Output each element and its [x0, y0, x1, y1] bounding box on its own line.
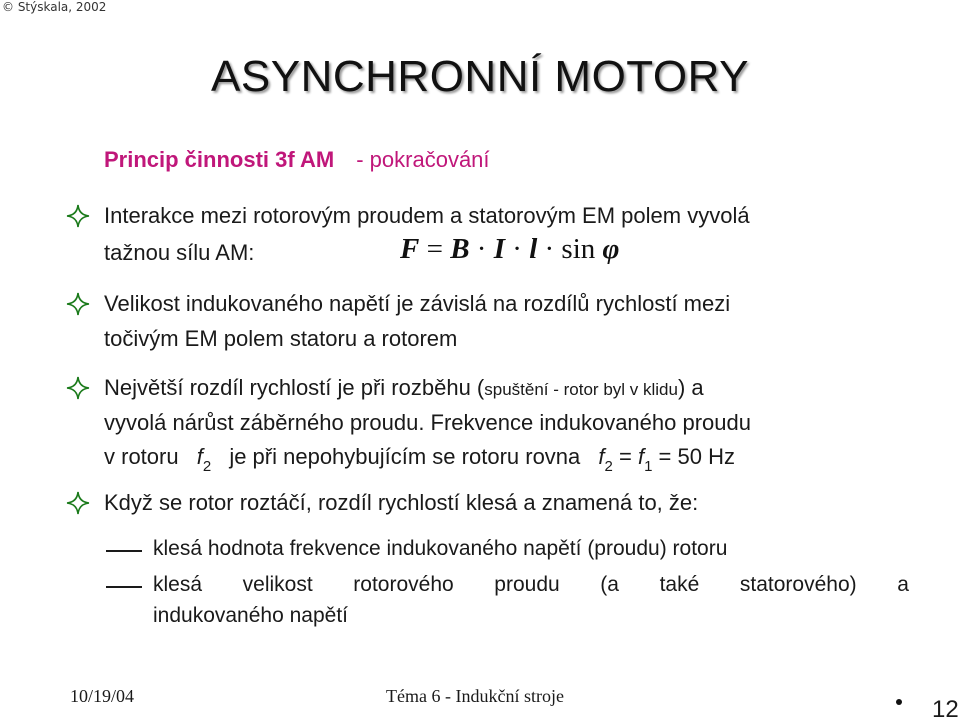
sub-item-2-line-1 [153, 573, 909, 597]
formula-dot-3: · [537, 233, 562, 265]
sub-2-word: proudu [494, 573, 560, 596]
bullet-3-line-1 [104, 375, 704, 401]
four-point-star-icon [66, 376, 90, 400]
formula-I: I [493, 233, 506, 265]
bullet-3-line-3 [104, 444, 735, 475]
bullet-1-line-1: Interakce mezi rotorovým proudem a statorovým EM polem vyvolá [104, 203, 750, 228]
dash-marker [106, 550, 142, 552]
bullet-3-line-2: vyvolá nárůst záběrného proudu. Frekvence indukovaného proudu [104, 410, 751, 435]
formula-dot-2: · [505, 233, 530, 265]
page-number: 12 [932, 696, 959, 723]
formula-l: l [529, 233, 538, 265]
f2-subscript: 2 [202, 458, 212, 475]
footer-topic: Téma 6 - Indukční stroje [386, 686, 564, 706]
sub-2-word: (a [600, 573, 619, 596]
bullet-2-line-2: točivým EM polem statoru a rotorem [104, 326, 458, 351]
bullet-1-line-2: tažnou sílu AM: [104, 240, 255, 265]
sub-2-word: klesá [153, 573, 203, 596]
force-formula [400, 233, 619, 266]
formula-equals: = [419, 233, 451, 265]
f1-subscript: 1 [644, 458, 653, 475]
sub-2-word: a [897, 573, 909, 596]
page-bullet-dot [896, 699, 902, 705]
f2-subscript-eq: 2 [604, 458, 613, 475]
sub-item-2-line-2: indukovaného napětí [153, 604, 348, 627]
sub-2-word: velikost [242, 573, 313, 596]
slide-title: ASYNCHRONNÍ MOTORY [211, 52, 749, 101]
sub-2-word: rotorového [353, 573, 454, 596]
bullet-4-line-1: Když se rotor roztáčí, rozdíl rychlostí klesá a znamená to, že: [104, 490, 699, 515]
bullet-3-note: spuštění - rotor byl v klidu [484, 380, 678, 399]
formula-phi: φ [602, 233, 620, 265]
bullet-3-line-1-a: Největší rozdíl rychlostí je při rozběhu ( [104, 375, 485, 400]
sub-item-1: klesá hodnota frekvence indukovaného napětí (proudu) rotoru [153, 537, 728, 560]
frequency-value: = 50 Hz [652, 444, 735, 469]
subtitle-main: Princip činnosti 3f AM [104, 147, 335, 172]
dash-marker [106, 586, 142, 588]
slide-subtitle [104, 147, 490, 173]
bullet-3-line-1-c: ) a [677, 375, 704, 400]
sub-2-word: také [659, 573, 700, 596]
bullet-3-line-3-b: je při nepohybujícím se rotoru rovna [229, 444, 581, 469]
four-point-star-icon [66, 292, 90, 316]
four-point-star-icon [66, 491, 90, 515]
formula-F: F [400, 233, 420, 265]
bullet-2-line-1: Velikost indukovaného napětí je závislá na rozdílů rychlostí mezi [104, 291, 731, 316]
f2-symbol: f [196, 444, 203, 469]
f1-symbol: f [637, 444, 645, 469]
formula-sin: sin [561, 233, 603, 265]
f2-symbol-eq: f [598, 444, 605, 469]
subtitle-continuation: pokračování [369, 147, 490, 172]
copyright-text: © Stýskala, 2002 [2, 0, 107, 14]
subtitle-separator: - [356, 147, 364, 172]
formula-B: B [450, 233, 470, 265]
four-point-star-icon [66, 204, 90, 228]
formula-dot-1: · [469, 233, 494, 265]
equals-sign: = [612, 444, 638, 469]
footer-date: 10/19/04 [70, 686, 135, 706]
sub-2-word: statorového) [739, 573, 857, 596]
bullet-3-line-3-a: v rotoru [104, 444, 179, 469]
